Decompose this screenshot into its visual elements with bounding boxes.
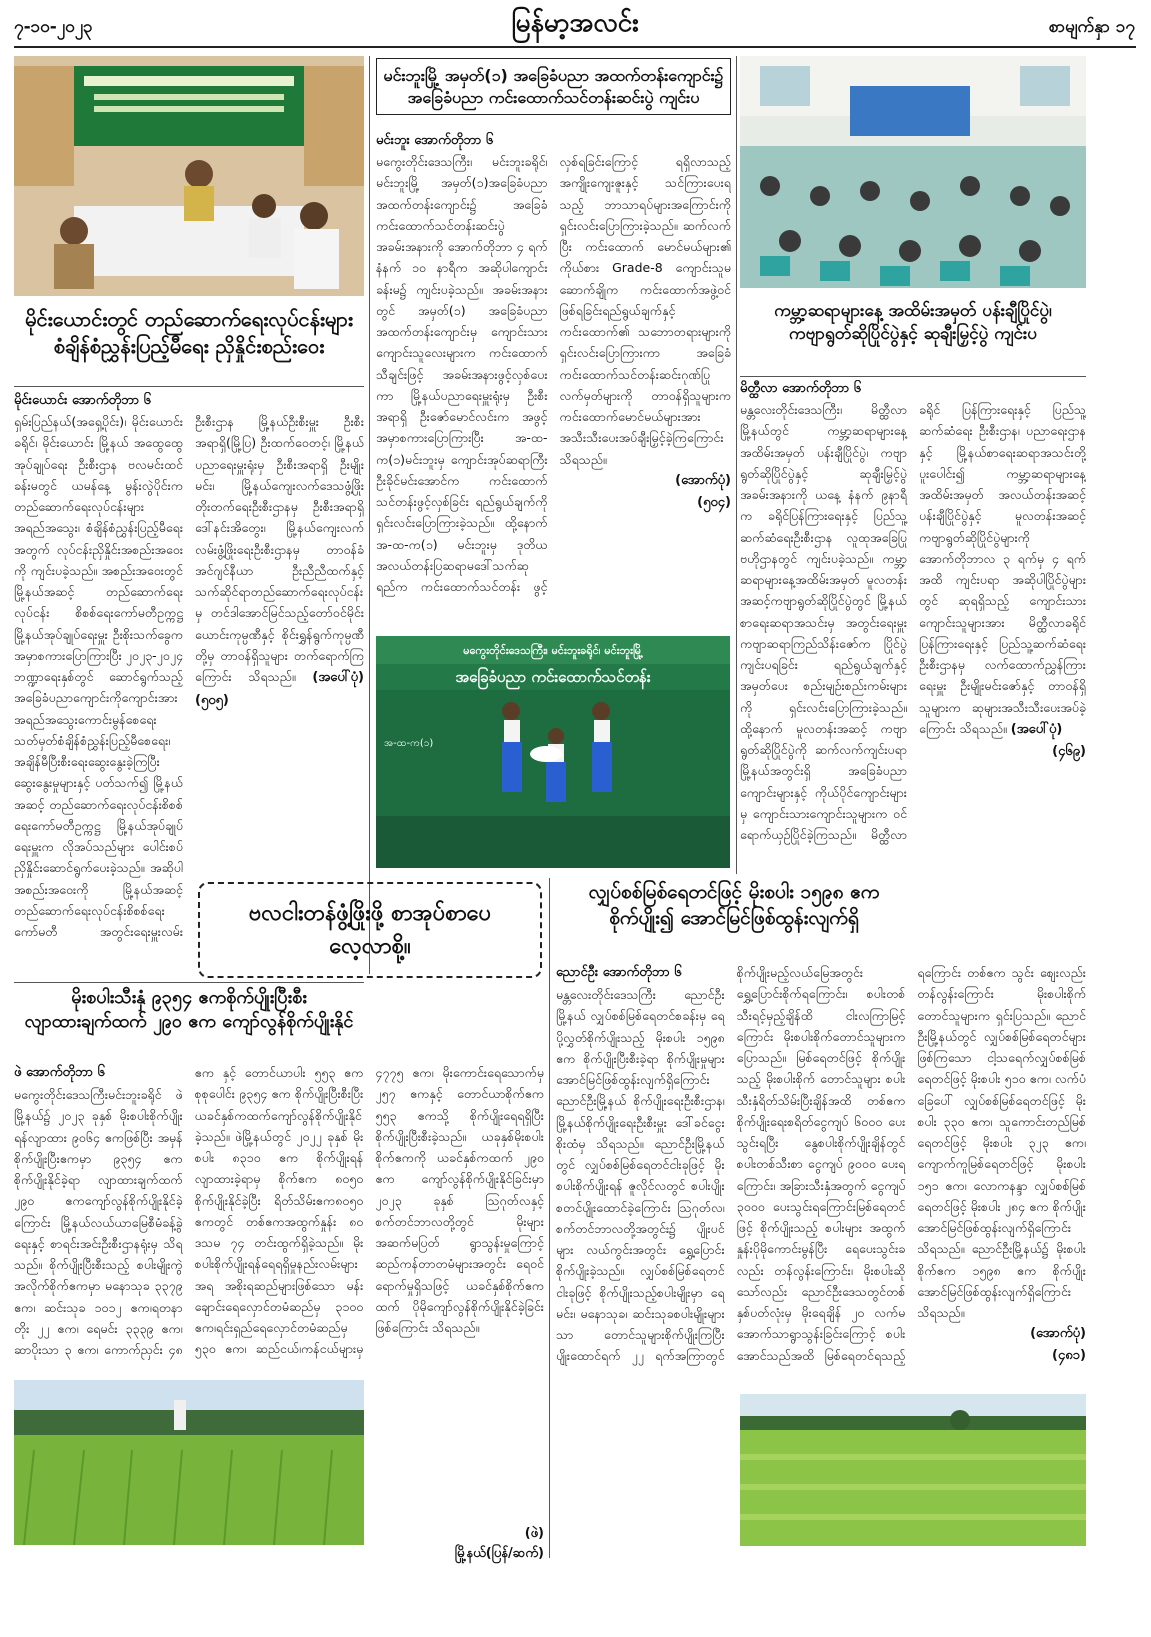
rice-article xyxy=(14,1062,544,1372)
reading-promo-line-2: လေ့လာစို့။ xyxy=(329,934,411,959)
moeyaung-credit: (အပေါ်ပုံ) (၅၀၅) xyxy=(195,670,364,709)
divider xyxy=(740,376,1086,377)
scout-headline-line-2: အခြေခံပညာ ကင်းထောက်သင်တန်းဆင်းပွဲ ကျင်းပ xyxy=(407,87,700,107)
reading-promo-line-1: ဗလငါးတန်ဖွံ့ဖြိုးဖို့ စာအုပ်စာပေ xyxy=(248,901,492,926)
masthead xyxy=(0,0,1151,52)
moeyaung-headline-line-2: စံချိန်စံညွှန်းပြည့်မီရေး ညှိနှိုင်းစည်းဝေး xyxy=(53,334,325,358)
meiktila-code: (၄၆၉) xyxy=(1052,743,1086,759)
nyaungu-body-text: မန္တလေးတိုင်းဒေသကြီး ညောင်ဦးမြို့နယ် လျှပ်စစ်မြစ်ရေတင်စခန်းမှ ရေပို့လွှတ်စိုက်ပျိုးသည့် မိုးစပါး ၁၅၉၈ ဧက စိုက်ပျိုးပြီးစီးခဲ့ရာ စိုက်ပျိုးမှုများ အောင်မြင်ဖြစ်ထွန်းလျက်ရှိကြောင်း ညောင်ဦးမြို့နယ် စိုက်ပျိုးရေးဦးစီးဌာန၊ မြို့နယ်စိုက်ပျိုးရေးဦးစီးမှူး ဒေါ်ခင်ငွေးစိုးထံမှ သိရသည်။ ညောင်ဦးမြို့နယ်တွင် လျှပ်စစ်မြစ်ရေတင်ငါးခုဖြင့် မိုးစပါးစိုက်ပျိုးရန် ဇူလိုင်လတွင် စပါးပျိုးစတင်ပျိုးထောင်ခဲ့ကြောင်း ဩဂုတ်လ၊ စက်တင်ဘာလတို့အတွင်း၌ ပျိုးပင်များ လယ်ကွင်းအတွင်း ရွှေ့ပြောင်းစိုက်ပျိုးခဲ့သည်။ လျှပ်စစ်မြစ်ရေတင်ငါးခုဖြင့် စိုက်ပျိုးသည့်စပါးမျိုးမှာ ရေမင်း၊ မနောသုခ၊ ဆင်းသုခစပါးမျိုးများသာ တောင်သူများစိုက်ပျိုးကြပြီး ပျိုးထောင်ရက် ၂၂ ရက်အကြာတွင် စိုက်ပျိုးမည့်လယ်မြေအတွင်း ရွှေ့ပြောင်းစိုက်ရကြောင်း၊ စပါးတစ်သီးရင့်မှည့်ချိန်ထိ ငါးလကြာမြင့်ကြောင်း မိုးစပါးစိုက်တောင်သူများက ပြောသည်။ မြစ်ရေတင်ဖြင့် စိုက်ပျိုးသည့် မိုးစပါးစိုက် တောင်သူများ စပါးသီးနှံရိတ်သိမ်းပြီးချိန်အထိ တစ်ဧက စိုက်ပျိုးရေးစရိတ်ငွေကျပ် ၆၀၀၀ ပေးသွင်းရပြီး နွေစပါးစိုက်ပျိုးချိန်တွင် စပါးတစ်သီးစာ ငွေကျပ် ၉၀၀၀ ပေးရကြောင်း၊ အခြားသီးနှံအတွက် ငွေကျပ် ၃၀၀၀ ပေးသွင်းရကြောင်းမြစ်ရေတင်ဖြင့် စိုက်ပျိုးသည့် စပါးများ အထွက်နှုန်းပိုမိုကောင်းမွန်ပြီး ရေပေးသွင်းခလည်း တန်လွန်းကြောင်း၊ မိုးစပါးဆိုသော်လည်း ညောင်ဦးဒေသတွင်တစ်နှစ်ပတ်လုံးမှ မိုးရေချိန် ၂၀ လက်မအောက်သာရွာသွန်းခြင်းကြောင့် စပါးအောင်သည်အထိ မြစ်ရေတင်ရသည့်ရကြောင်း တစ်ဧက သွင်း စျေးလည်းတန်လွန်းကြောင်း မိုးစပါးစိုက်တောင်သူများက ရှင်းပြသည်။ ညောင်ဦးမြို့နယ်တွင် လျှပ်စစ်မြစ်ရေတင်များဖြစ်ကြသော ငါ့သရေက်လျှပ်စစ်မြစ်ရေတင်ဖြင့် မိုးစပါး ၅၁၀ ဧက၊ လက်ပံခြေပေါ် လျှပ်စစ်မြစ်ရေတင်ဖြင့် မိုးစပါး ၃၃၀ ဧက၊ သူကောင်းတည်မြစ်ရေတင်ဖြင့် မိုးစပါး ၃၂၃ ဧက၊ ကျောက်ကူမြစ်ရေတင်ဖြင့် မိုးစပါး ၁၅၁ ဧက၊ လောကနန္ဒာ လျှပ်စစ်မြစ်ရေတင်ဖြင့် မိုးစပါး ၂၈၄ ဧက စိုက်ပျိုးအောင်မြင်ဖြစ်ထွန်းလျက်ရှိကြောင်း သိရသည်။ ညောင်ဦးမြို့နယ်၌ မိုးစပါးစိုက်ဧက ၁၅၉၈ ဧက စိုက်ပျိုးအောင်မြင်ဖြစ်ထွန်းလျက်ရှိကြောင်း သိရသည်။ xyxy=(556,965,1086,1364)
column-rule xyxy=(736,56,737,874)
meiktila-headline xyxy=(740,300,1086,346)
rice-headline xyxy=(14,986,364,1035)
nyaungu-body xyxy=(556,962,1086,1386)
nyaungu-byline: ညောင်ဦး အောက်တိုဘာ ၆ xyxy=(556,965,682,980)
nyaungu-article xyxy=(556,962,1086,1386)
scout-body xyxy=(376,151,731,616)
nyaungu-credit: (အောက်ပုံ) xyxy=(1030,1326,1086,1342)
issue-date: ၇-၁၀-၂၀၂၃ xyxy=(14,17,93,37)
rice-body xyxy=(14,1062,544,1372)
rice-body-text: မကွေးတိုင်းဒေသကြီးမင်းဘူးခရိုင် ဖဲမြို့နယ်၌ ၂၀၂၃ ခုနှစ် မိုးစပါးစိုက်ပျိုးရန်လျာထား ၉၀၆၄ ဧကဖြစ်ပြီး အမှန်စိုက်ပျိုးပြီးဧကမှာ ၉၃၅၄ ဧက စိုက်ပျိုးနိုင်ခဲ့ရာ လျာထားချက်ထက် ၂၉၀ ဧကကျော်လွန်စိုက်ပျိုးနိုင်ခဲ့ကြောင်း မြို့နယ်လယ်ယာမြေစီမံခန့်ခွဲရေးနှင့် စာရင်းအင်းဦးစီးဌာနရုံးမှ သိရသည်။ စိုက်ပျိုးပြီးစီးသည့် စပါးမျိုးကွဲအလိုက်စိုက်ဧကမှာ မနောသုခ ၃၃၇၉ ဧက၊ ဆင်းသုခ ၁၀၁၂ ဧက၊ရတနာတိုး ၂၂ ဧက၊ ရေမင်း ၃၃၃၉ ဧက၊ ဆာပိုးသာ ၃ ဧက၊ ကောက်ညှင်း ၄၈ ဧက နှင့် တောင်ယာပါး ၅၅၃ ဧကစုစုပေါင်း ၉၃၅၄ ဧက စိုက်ပျိုးပြီးစီးပြီး ယခင်နှစ်ကထက်ကျော်လွန်စိုက်ပျိုးနိုင်ခဲ့သည်။ ဖဲမြို့နယ်တွင် ၂၀၂၂ ခုနှစ် မိုးစပါး ၈၃၁၀ ဧက စိုက်ပျိုးရန် လျာထားခဲ့ရာမှ စိုက်ဧက ၈၀၅၀ စိုက်ပျိုးနိုင်ခဲ့ပြီး ရိတ်သိမ်းဧက၈၀၅၀ ဧကတွင် တစ်ဧကအထွက်နှုန်း ၈၀ ဒသမ ၇၄ တင်းထွက်ရှိခဲ့သည်။ မိုးစပါးစိုက်ပျိုးရန်ရေရရှိမှုနည်းလမ်းများအရ အစိုးရဆည်များဖြစ်သော မန်းချောင်းရေလှောင်တမံဆည်မှ ၃၁၀၀ ဧက၊ရင်းရှည်ရေလှောင်တမံဆည်မှ ၅၃၀ ဧက၊ ဆည်ငယ်၊ကန်ငယ်များမှ ၄၇၇၅ ဧက၊ မိုးကောင်းရေသောက်မှ ၂၅၇ ဧကနှင့် တောင်ယာစိုက်ဧက ၅၅၃ ဧကသို့ စိုက်ပျိုးရေရရှိပြီး စိုက်ပျိုးပြီးစီးခဲ့သည်။ ယခုနှစ်မိုးစပါးစိုက်ဧကကို ယခင်နှစ်ကထက် ၂၉၀ ဧက ကျော်လွန်စိုက်ပျိုးနိုင်ခြင်းမှာ ၂၀၂၃ ခုနှစ် ဩဂုတ်လနှင့် စက်တင်ဘာလတို့တွင် မိုးများအဆက်မပြတ် ရွာသွန်းမှုကြောင့် ဆည်ကန်တာတမံများအတွင်း ရေဝင်ရောက်မှုရှိသဖြင့် ယခင်နှစ်စိုက်ဧကထက် ပိုမိုကျော်လွန်စိုက်ပျိုးနိုင်ခဲ့ခြင်းဖြစ်ကြောင်း သိရသည်။ xyxy=(14,1065,544,1358)
meiktila-body xyxy=(740,399,1086,854)
meeting-photo xyxy=(14,56,364,296)
column-rule xyxy=(549,878,550,1558)
moeyaung-headline xyxy=(14,306,364,360)
scout-article xyxy=(376,132,731,630)
meiktila-credit: (အပေါ်ပုံ) xyxy=(1010,721,1063,737)
newspaper-logo: မြန်မာ့အလင်း xyxy=(511,7,639,38)
moeyaung-body-text: ရှမ်းပြည်နယ်(အရှေ့ပိုင်း)၊ မိုင်းယောင်းခရိုင်၊ မိုင်းယောင်း မြို့နယ် အထွေထွေအုပ်ချုပ်ရေး ဦးစီးဌာန ဗလမင်းထင်ခန်းမတွင် ယမန်နေ့ မွန်းလွဲပိုင်းက တည်ဆောက်ရေးလုပ်ငန်းများ အရည်အသွေး၊ စံချိန်စံညွှန်းပြည့်မီရေးအတွက် လုပ်ငန်းညှိနှိုင်းအစည်းအဝေးကို ကျင်းပခဲ့သည်။ အစည်းအဝေးတွင် မြို့နယ်အဆင့် တည်ဆောက်ရေးလုပ်ငန်း စိစစ်ရေးကော်မတီဥက္ကဋ္ဌ မြို့နယ်အုပ်ချုပ်ရေးမှူး ဦးစိုးသက်ခွေက အမှာစကားပြောကြားပြီး ၂၀၂၃-၂၀၂၄ ဘဏ္ဍာရေးနှစ်တွင် ဆောင်ရွက်သည့် အခြေခံပညာကျောင်းကိုကျောင်းအား အရည်အသွေးကောင်းမွန်စေရေးသတ်မှတ်စံချိန်စံညွှန်းပြည့်မီစေရေး၊ အချိန်မီပြီးစီးရေးဆွေးနွေးခဲ့ကြပြီး ဆွေးနွေးမှုများနှင့် ပတ်သက်၍ မြို့နယ်အဆင့် တည်ဆောက်ရေးလုပ်ငန်းစိစစ်ရေးကော်မတီဥက္ကဋ္ဌ မြို့နယ်အုပ်ချုပ်ရေးမှူးက လိုအပ်သည်များ ပေါင်းစပ်ညှိနှိုင်းဆောင်ရွက်ပေးခဲ့သည်။ အဆိုပါ အစည်းအဝေးကို မြို့နယ်အဆင့် တည်ဆောက်ရေးလုပ်ငန်းစိစစ်ရေးကော်မတီ အတွင်းရေးမှူးလမ်းဦးစီးဌာန မြို့နယ်ဦးစီးမှူး ဦးစီးအရာရှိ(မြို့ပြ) ဦးထက်ဝေတင့်၊ မြို့နယ်ပညာရေးမှူးရုံးမှ ဦးစီးအရာရှိ ဦးမျိုးမင်း၊ မြို့နယ်ကျေးလက်ဒေသဖွံ့ဖြိုးတိုးတက်ရေးဦးစီးဌာနမှ ဦးစီးအရာရှိ ဒေါ်နင်းအိတွေး၊ မြို့နယ်ကျေးလက်လမ်းဖွံ့ဖြိုးရေးဦးစီးဌာနမှ တာဝန်ခံအင်ဂျင်နီယာ ဦးညီညီထက်နှင့် သက်ဆိုင်ရာတည်ဆောက်ရေးလုပ်ငန်းမှ တင်ဒါအောင်မြင်သည့်တော်ဝင်မိုင်းယောင်းကုမ္ပဏီနှင့် စိုင်းရွှန်ရွက်ကုမ္ပဏီတို့မှ တာဝန်ရှိသူများ တက်ရောက်ကြကြောင်း သိရသည်။ xyxy=(14,414,364,939)
divider xyxy=(14,982,364,983)
rice-signature: မြို့နယ်(ပြန်/ဆက်) xyxy=(454,1546,544,1561)
rice-credit: (ဖဲ) xyxy=(524,1526,544,1541)
scout-headline xyxy=(376,58,731,115)
scout-banner-line-1: မကွေးတိုင်းဒေသကြီး၊ မင်းဘူးခရိုင်၊ မင်းဘူးမြို့ xyxy=(463,644,643,657)
meiktila-headline-line-2: ကဗျာရွတ်ဆိုပြိုင်ပွဲနှင့် ဆုချီးမြှင့်ပွဲ ကျင်းပ xyxy=(789,323,1037,344)
scout-banner-line-3: အ-ထ-က(၁) xyxy=(384,738,434,749)
scout-byline: မင်းဘူး အောက်တိုဘာ ၆ xyxy=(376,133,494,148)
meiktila-byline: မိတ္ထီလာ အောက်တိုဘာ ၆ xyxy=(740,381,862,396)
nyaungu-headline-line-1: လျှပ်စစ်မြစ်ရေတင်ဖြင့် မိုးစပါး ၁၅၉၈ ဧက xyxy=(588,881,880,903)
meiktila-article xyxy=(740,380,1086,868)
rice-headline-line-1: မိုးစပါးသီးနှံ ၉၃၅၄ ဧကစိုက်ပျိုးပြီးစီး xyxy=(71,987,307,1008)
page-number: စာမျက်နှာ ၁၇ xyxy=(1048,17,1135,37)
nyaungu-headline xyxy=(556,880,912,931)
scout-headline-line-1: မင်းဘူးမြို့ အမှတ်(၁) အခြေခံပညာ အထက်တန်းကျောင်း၌ xyxy=(383,66,724,85)
scout-body-text: မကွေးတိုင်းဒေသကြီး၊ မင်းဘူးခရိုင်၊ မင်းဘူးမြို့ အမှတ်(၁)အခြေခံပညာ အထက်တန်းကျောင်း၌ အခြေခံကင်းထောက်သင်တန်းဆင်းပွဲ အခမ်းအနားကို အောက်တိုဘာ ၄ ရက် နံနက် ၁၀ နာရီက အဆိုပါကျောင်းခန်းမ၌ ကျင်းပခဲ့သည်။ အခမ်းအနားတွင် အမှတ်(၁) အခြေခံပညာအထက်တန်းကျောင်းမှ ကျောင်းသားကျောင်းသူလေးများက ကင်းထောက်သီချင်းဖြင့် အခမ်းအနားဖွင့်လှစ်ပေးကာ မြို့နယ်ပညာရေးမှူးရုံးမှ ဦးစီးအရာရှိ ဦးဇော်မောင်လင်းက အဖွင့်အမှာစကားပြောကြားပြီး အ-ထ-က(၁)မင်းဘူးမှ ကျောင်းအုပ်ဆရာကြီး ဦးခိုင်မင်းအောင်က ကင်းထောက်သင်တန်းဖွင့်လှစ်ခြင်း ရည်ရွယ်ချက်ကို ရှင်းလင်းပြောကြားခဲ့သည်။ ထို့နောက် အ-ထ-က(၁) မင်းဘူးမှ ဒုတိယ အလယ်တန်းပြဆရာမဒေါ်သက်ဆုရည်က ကင်းထောက်သင်တန်း ဖွင့်လှစ်ရခြင်းကြောင့် ရရှိလာသည့် အကျိုးကျေးဇူးနှင့် သင်ကြားပေးရသည့် ဘာသာရပ်များအကြောင်းကို ရှင်းလင်းပြောကြားခဲ့သည်။ ဆက်လက်ပြီး ကင်းထောက် မောင်မယ်များ၏ ကိုယ်စား Grade-8 ကျောင်းသူမဆောက်ချိုက ကင်းထောက်အဖွဲ့ဝင် ဖြစ်ရခြင်းရည်ရွယ်ချက်နှင့် ကင်းထောက်၏ သဘောတရားများကို ရှင်းလင်းပြောကြားကာ အခြေခံကင်းထောက်သင်တန်းဆင်းဂုဏ်ပြုလက်မှတ်များကို တာဝန်ရှိသူများက ကင်းထောက်မောင်မယ်များအား အသီးသီးပေးအပ်ချီးမြှင့်ခဲ့ကြကြောင်း သိရသည်။ xyxy=(376,154,731,594)
scout-code: (၅၀၄) xyxy=(697,494,731,510)
scout-banner-line-2: အခြေခံပညာ ကင်းထောက်သင်တန်း xyxy=(455,668,651,686)
rice-field-photo xyxy=(740,1394,1086,1546)
nyaungu-headline-line-2: စိုက်ပျိုး၍ အောင်မြင်ဖြစ်ထွန်းလျက်ရှိ xyxy=(609,906,859,929)
scout-ceremony-photo xyxy=(376,636,730,868)
rice-byline: ဖဲ အောက်တိုဘာ ၆ xyxy=(14,1065,105,1080)
column-rule xyxy=(369,56,370,974)
scout-credit: (အောက်ပုံ) xyxy=(675,472,731,488)
rice-headline-line-2: လျာထားချက်ထက် ၂၉၀ ဧက ကျော်လွန်စိုက်ပျိုးနိုင် xyxy=(24,1011,354,1033)
nyaungu-code: (၄၈၁) xyxy=(1052,1348,1086,1364)
moeyaung-byline: မိုင်းယောင်း အောက်တိုဘာ ၆ xyxy=(14,393,151,408)
paddy-field-photo xyxy=(14,1380,364,1545)
meiktila-headline-line-1: ကမ္ဘာ့ဆရာများနေ့ အထိမ်းအမှတ် ပန်းချီပြိုင်ပွဲ၊ xyxy=(774,301,1052,321)
moeyaung-headline-line-1: မိုင်းယောင်းတွင် တည်ဆောက်ရေးလုပ်ငန်းများ xyxy=(25,307,353,331)
divider xyxy=(14,386,364,387)
masthead-rule xyxy=(14,46,1136,48)
reading-promo-box xyxy=(198,882,542,978)
meiktila-body-text: မန္တလေးတိုင်းဒေသကြီး၊ မိတ္ထီလာမြို့နယ်တွင် ကမ္ဘာ့ဆရာများနေ့ အထိမ်းအမှတ် ပန်းချီပြိုင်ပွဲ၊ ကဗျာရွတ်ဆိုပြိုင်ပွဲနှင့် ဆုချီးမြှင့်ပွဲအခမ်းအနားကို ယနေ့ နံနက် ၉နာရီက ခရိုင်ပြန်ကြားရေးနှင့် ပြည်သူ့ဆက်ဆံရေးဦးစီးဌာန လူထုအခြေပြုဗဟိုဌာနတွင် ကျင်းပခဲ့သည်။ ကမ္ဘာ့ဆရာများနေ့အထိမ်းအမှတ် မူလတန်းအဆင့်ကဗျာရွတ်ဆိုပြိုင်ပွဲတွင် မြို့နယ်စာရေးဆရာအသင်းမှ အတွင်းရေးမှူး ကဗျာဆရာကြည်သိန်းဇော်က ပြိုင်ပွဲကျင်းပရခြင်း ရည်ရွယ်ချက်နှင့် အမှတ်ပေး စည်းမျဉ်းစည်းကမ်းများကို ရှင်းလင်းပြောကြားခဲ့သည်။ ထို့နောက် မူလတန်းအဆင့် ကဗျာရွတ်ဆိုပြိုင်ပွဲကို ဆက်လက်ကျင်းပရာ မြို့နယ်အတွင်းရှိ အခြေခံပညာကျောင်းများနှင့် ကိုယ်ပိုင်ကျောင်းများမှ ကျောင်းသားကျောင်းသူများက ဝင်ရောက်ယှဉ်ပြိုင်ခဲ့ကြသည်။ မိတ္ထီလာခရိုင် ပြန်ကြားရေးနှင့် ပြည်သူ့ဆက်ဆံရေး ဦးစီးဌာန၊ ပညာရေးဌာနနှင့် မြို့နယ်စာရေးဆရာအသင်းတို့ ပူးပေါင်း၍ ကမ္ဘာ့ဆရာများနေ့ အထိမ်းအမှတ် အလယ်တန်းအဆင့် ပန်းချီပြိုင်ပွဲနှင့် မူလတန်းအဆင့် ကဗျာရွတ်ဆိုပြိုင်ပွဲများကို အောက်တိုဘာလ ၃ ရက်မှ ၄ ရက်အထိ ကျင်းပရာ အဆိုပါပြိုင်ပွဲများတွင် ဆုရရှိသည့် ကျောင်းသားကျောင်းသူများအား မိတ္ထီလာခရိုင်ပြန်ကြားရေးနှင့် ပြည်သူ့ဆက်ဆံရေးဦးစီးဌာနမှ လက်ထောက်ညွှန်ကြားရေးမှူး ဦးမျိုးမင်းဇော်နှင့် တာဝန်ရှိသူများက ဆုများအသီးသီးပေးအပ်ခဲ့ကြောင်း သိရသည်။ xyxy=(740,402,1086,842)
classroom-photo xyxy=(740,56,1086,288)
moeyaung-body xyxy=(14,411,364,951)
